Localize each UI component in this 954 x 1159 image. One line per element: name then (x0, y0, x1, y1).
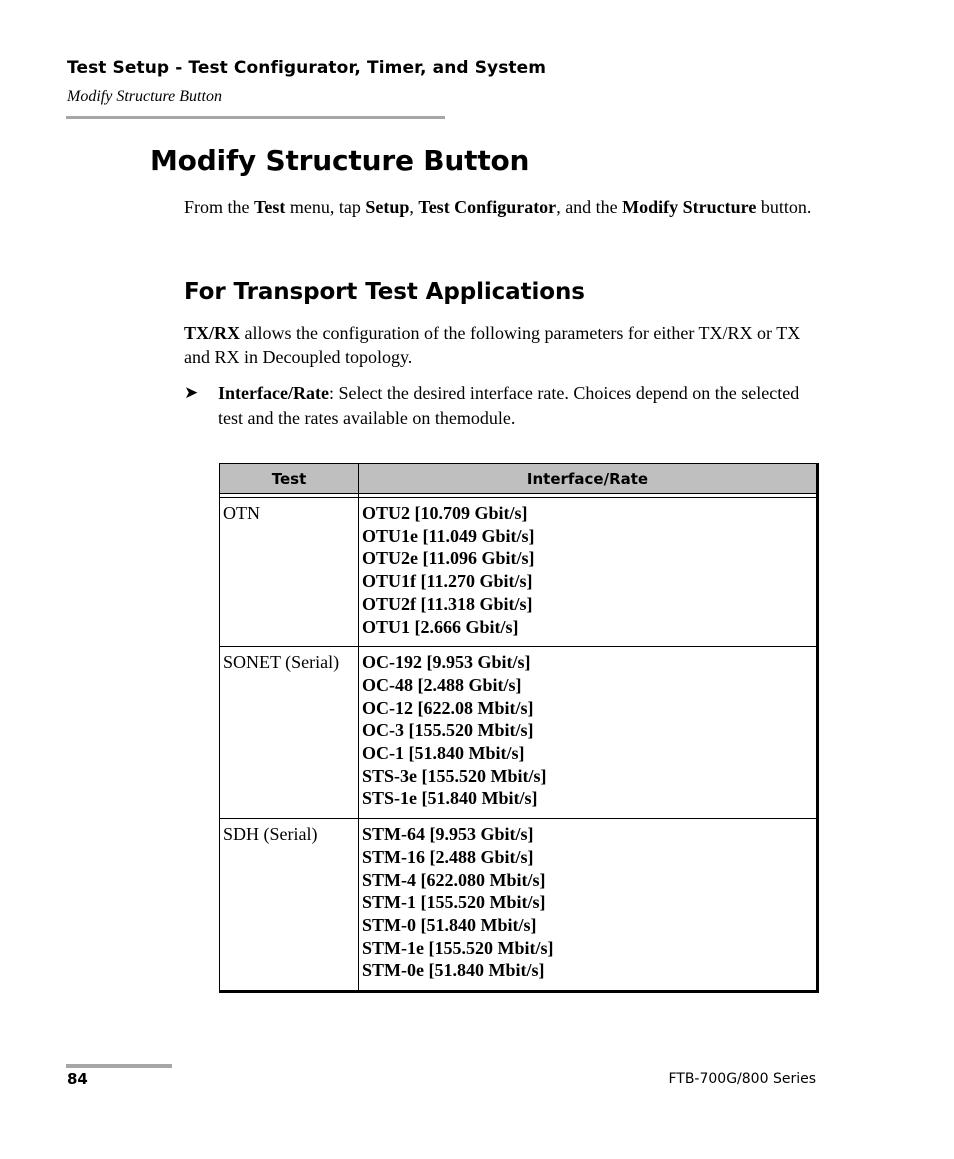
rate-item: STM-1e [155.520 Mbit/s] (362, 937, 554, 958)
intro-text-5: button. (756, 197, 812, 217)
rate-item: STM-0e [51.840 Mbit/s] (362, 960, 545, 981)
interface-rate-table (219, 463, 819, 993)
test-cell: SONET (Serial) (220, 647, 359, 819)
running-header-subtitle: Modify Structure Button (67, 88, 222, 105)
rates-cell (359, 819, 818, 992)
intro-text-3: , (409, 197, 419, 217)
rate-item: OC-1 [51.840 Mbit/s] (362, 743, 525, 764)
rate-item: OTU1f [11.270 Gbit/s] (362, 571, 533, 592)
product-series: FTB-700G/800 Series (668, 1071, 816, 1087)
intro-menu-test: Test (254, 197, 286, 217)
txrx-paragraph (184, 321, 824, 369)
txrx-description: allows the configuration of the following parameters for either TX/RX or TX and RX in Decoupled topology. (184, 323, 801, 367)
rate-item: OTU2 [10.709 Gbit/s] (362, 503, 528, 523)
rate-item: STS-1e [51.840 Mbit/s] (362, 788, 538, 809)
bullet-term: Interface/Rate (218, 383, 329, 403)
header-divider (66, 116, 445, 119)
page-number: 84 (67, 1070, 88, 1088)
test-cell: OTN (220, 498, 359, 647)
rates-cell (359, 498, 818, 647)
rate-item: STM-1 [155.520 Mbit/s] (362, 892, 546, 913)
rate-item: OC-3 [155.520 Mbit/s] (362, 720, 534, 741)
rate-item: STM-0 [51.840 Mbit/s] (362, 914, 537, 935)
intro-menu-test-configurator: Test Configurator (418, 197, 557, 217)
rate-item: STM-64 [9.953 Gbit/s] (362, 824, 534, 845)
rate-item: STM-16 [2.488 Gbit/s] (362, 846, 534, 867)
running-header-title: Test Setup - Test Configurator, Timer, and System (67, 58, 547, 78)
intro-menu-setup: Setup (365, 197, 410, 217)
rate-item: STS-3e [155.520 Mbit/s] (362, 765, 547, 786)
intro-text-1: From the (184, 197, 254, 217)
rate-item: OTU2f [11.318 Gbit/s] (362, 593, 533, 614)
txrx-term: TX/RX (184, 323, 241, 343)
intro-text-4: , and the (556, 197, 623, 217)
rate-item: OTU1e [11.049 Gbit/s] (362, 525, 535, 546)
intro-text-2: menu, tap (285, 197, 366, 217)
rate-item: OC-48 [2.488 Gbit/s] (362, 674, 522, 695)
header-interface-rate: Interface/Rate (359, 464, 818, 494)
rate-item: OC-192 [9.953 Gbit/s] (362, 652, 531, 673)
intro-modify-structure-button: Modify Structure (622, 197, 757, 217)
intro-paragraph (184, 195, 824, 219)
test-cell: SDH (Serial) (220, 819, 359, 992)
rate-item: OC-12 [622.08 Mbit/s] (362, 697, 534, 718)
section-title: For Transport Test Applications (184, 279, 585, 305)
footer-divider (66, 1064, 172, 1068)
bullet-item (218, 381, 818, 431)
rates-cell (359, 647, 818, 819)
page-title: Modify Structure Button (150, 144, 530, 177)
rate-item: OTU2e [11.096 Gbit/s] (362, 548, 535, 569)
table-row-sdh (220, 819, 818, 992)
bullet-description: : Select the desired interface rate. Choices depend on the selected test and the rates available on themodule. (218, 383, 800, 428)
bullet-arrow-icon: ➤ (184, 383, 199, 403)
table-header-row (220, 464, 818, 494)
table-row-otn (220, 498, 818, 647)
rate-item: OTU1 [2.666 Gbit/s] (362, 616, 519, 637)
table-row-sonet (220, 647, 818, 819)
header-test: Test (220, 464, 359, 494)
rate-item: STM-4 [622.080 Mbit/s] (362, 869, 546, 890)
